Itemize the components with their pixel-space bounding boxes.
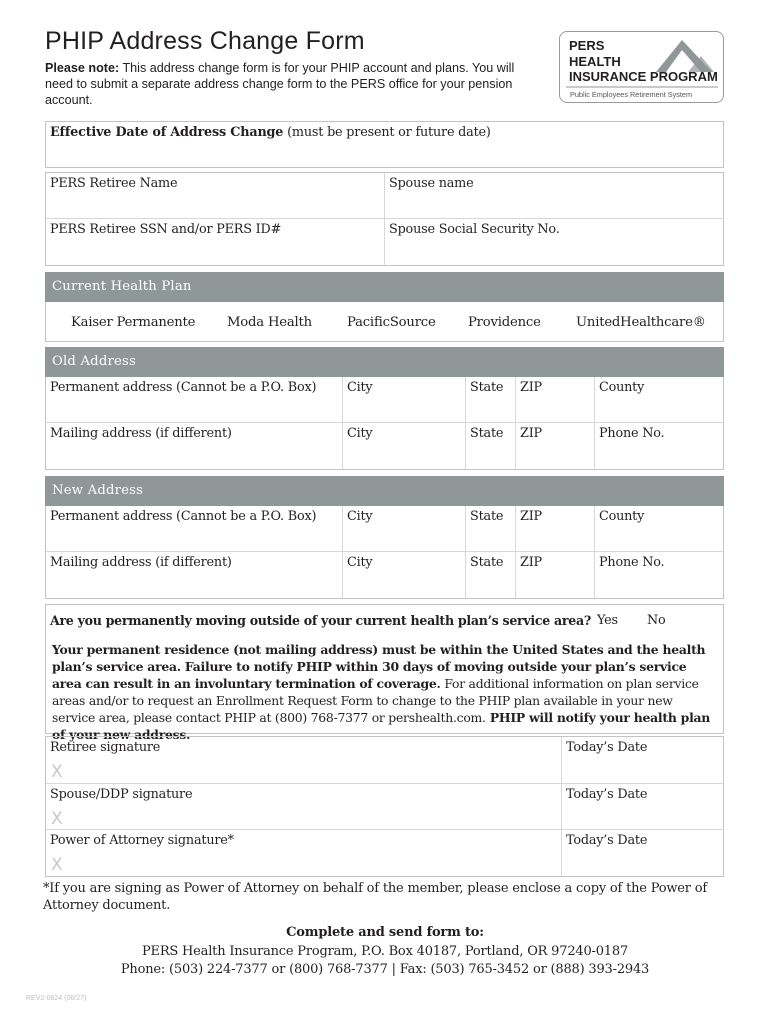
mailing-address: PERS Health Insurance Program, P.O. Box 40187, Portland, OR 97240-0187	[141, 944, 629, 959]
spouse-date-field[interactable]	[562, 784, 723, 830]
pers-logo	[559, 31, 724, 103]
new-city-field[interactable]	[343, 506, 466, 552]
sign-here-icon: X	[51, 762, 63, 782]
new-zip-field[interactable]	[516, 506, 595, 552]
poa-signature-field[interactable]	[46, 830, 562, 876]
logo-text	[569, 38, 718, 85]
logo-line-3: INSURANCE PROGRAM	[569, 69, 718, 84]
notice-text: For additional information on plan service areas and/or to request an Enrollment Request Form to change to the PHIP plan available in your new service area, please contact PHIP at (800) 768-7377 or pershealth.com.	[52, 676, 699, 725]
new-mailing-zip-field[interactable]	[516, 552, 595, 598]
field-label: Mailing address (if different)	[50, 555, 232, 570]
new-state-field[interactable]	[466, 506, 516, 552]
contact-phone: Phone: (503) 224-7377 or (800) 768-7377 | Fax: (503) 765-3452 or (888) 393-2943	[120, 962, 650, 977]
field-label: ZIP	[520, 509, 542, 524]
plan-option-pacificsource[interactable]: PacificSource	[347, 315, 436, 330]
signatures-section	[45, 736, 724, 877]
retiree-signature-label: Retiree signature	[50, 740, 161, 755]
note-text: This address change form is for your PHIP account and plans. You will need to submit a separate address change form to the PERS office for your pension account.	[45, 61, 515, 107]
header-note	[45, 60, 535, 108]
moving-no-option[interactable]: No	[647, 613, 666, 628]
field-label: City	[347, 380, 373, 395]
old-phone-field[interactable]	[595, 423, 723, 469]
poa-footnote: *If you are signing as Power of Attorney on behalf of the member, please enclose a copy of the Power of Attorney document.	[43, 881, 707, 913]
retiree-date-field[interactable]	[562, 737, 723, 784]
retiree-ssn-label: PERS Retiree SSN and/or PERS ID#	[50, 222, 282, 237]
old-mailing-zip-field[interactable]	[516, 423, 595, 469]
new-address-heading: New Address	[45, 476, 724, 506]
plan-option-providence[interactable]: Providence	[468, 315, 541, 330]
new-mailing-address-field[interactable]	[46, 552, 343, 598]
field-label: State	[470, 426, 504, 441]
retiree-name-field[interactable]	[46, 173, 385, 219]
spouse-signature-label: Spouse/DDP signature	[50, 787, 193, 802]
old-address-section	[45, 377, 724, 470]
field-label: ZIP	[520, 426, 542, 441]
new-mailing-city-field[interactable]	[343, 552, 466, 598]
field-label: ZIP	[520, 555, 542, 570]
old-zip-field[interactable]	[516, 377, 595, 423]
old-mailing-address-field[interactable]	[46, 423, 343, 469]
field-label: State	[470, 555, 504, 570]
logo-line-1: PERS	[569, 38, 605, 53]
notice-bold-2: PHIP will notify your health plan of your new address.	[52, 710, 711, 742]
sign-here-icon: X	[51, 855, 63, 875]
logo-subtitle: Public Employees Retirement System	[570, 90, 693, 99]
sign-here-icon: X	[51, 809, 63, 829]
field-label: State	[470, 380, 504, 395]
new-phone-field[interactable]	[595, 552, 723, 598]
retiree-signature-field[interactable]	[46, 737, 562, 784]
field-label: State	[470, 509, 504, 524]
old-mailing-city-field[interactable]	[343, 423, 466, 469]
date-label: Today’s Date	[566, 833, 648, 848]
plan-option-unitedhealthcare[interactable]: UnitedHealthcare®	[576, 315, 706, 330]
spouse-ssn-field[interactable]	[385, 219, 723, 265]
spouse-ssn-label: Spouse Social Security No.	[389, 222, 560, 237]
revision-code: REV2-0624 (06/27)	[26, 995, 87, 1002]
field-label: County	[599, 380, 645, 395]
field-label: Phone No.	[599, 555, 665, 570]
field-label: City	[347, 555, 373, 570]
new-address-section	[45, 506, 724, 599]
health-plan-heading: Current Health Plan	[45, 272, 724, 302]
spouse-signature-field[interactable]	[46, 784, 562, 830]
plan-option-kaiser[interactable]: Kaiser Permanente	[71, 315, 196, 330]
page-title: PHIP Address Change Form	[45, 27, 365, 55]
retiree-name-label: PERS Retiree Name	[50, 176, 178, 191]
field-label: Permanent address (Cannot be a P.O. Box)	[50, 380, 317, 395]
poa-signature-label: Power of Attorney signature*	[50, 833, 234, 848]
new-county-field[interactable]	[595, 506, 723, 552]
date-label: Today’s Date	[566, 740, 648, 755]
service-area-notice	[52, 641, 712, 743]
field-label: Mailing address (if different)	[50, 426, 232, 441]
old-county-field[interactable]	[595, 377, 723, 423]
field-label: Permanent address (Cannot be a P.O. Box)	[50, 509, 317, 524]
names-section	[45, 172, 724, 266]
note-label: Please note:	[45, 61, 120, 75]
spouse-name-label: Spouse name	[389, 176, 474, 191]
old-state-field[interactable]	[466, 377, 516, 423]
notice-bold-1: Your permanent residence (not mailing address) must be within the United States and the health plan’s service area. Failure to notify PHIP within 30 days of moving outside your plan’s service area can result in an involuntary termination of coverage.	[52, 642, 706, 691]
retiree-ssn-field[interactable]	[46, 219, 385, 265]
old-mailing-state-field[interactable]	[466, 423, 516, 469]
send-heading: Complete and send form to:	[286, 925, 484, 940]
field-label: City	[347, 426, 373, 441]
effective-date-field[interactable]	[45, 121, 724, 168]
old-address-heading: Old Address	[45, 347, 724, 377]
new-permanent-address-field[interactable]	[46, 506, 343, 552]
plan-option-moda[interactable]: Moda Health	[227, 315, 312, 330]
date-label: Today’s Date	[566, 787, 648, 802]
new-mailing-state-field[interactable]	[466, 552, 516, 598]
field-label: Phone No.	[599, 426, 665, 441]
field-label: City	[347, 509, 373, 524]
field-label: County	[599, 509, 645, 524]
effective-date-label: Effective Date of Address Change (must be present or future date)	[50, 125, 491, 140]
moving-yes-option[interactable]: Yes	[597, 613, 618, 628]
spouse-name-field[interactable]	[385, 173, 723, 219]
logo-line-2: HEALTH	[569, 53, 621, 69]
poa-date-field[interactable]	[562, 830, 723, 876]
field-label: ZIP	[520, 380, 542, 395]
old-city-field[interactable]	[343, 377, 466, 423]
old-permanent-address-field[interactable]	[46, 377, 343, 423]
moving-question: Are you permanently moving outside of your current health plan’s service area?	[50, 613, 591, 628]
